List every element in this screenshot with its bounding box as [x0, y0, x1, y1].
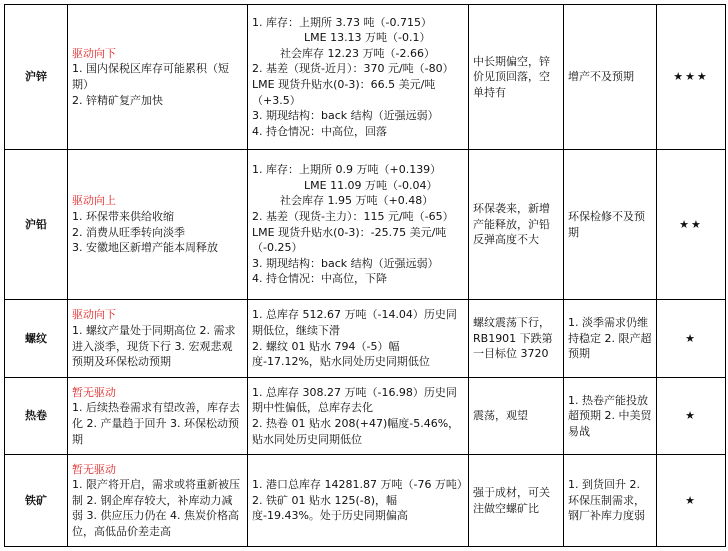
data-line: 1. 库存：上期所 3.73 吨（-0.715） — [252, 15, 432, 29]
data-line: 3. 期现结构：back 结构（近强远弱） — [252, 109, 439, 123]
data-line: 3. 期现结构：back 结构（近强远弱） — [252, 256, 439, 270]
data-cell — [248, 378, 469, 455]
data-line: 1. 港口总库存 14281.87 万吨（-76 万吨） — [252, 478, 468, 492]
data-line: LME 现货升贴水(0-3)：-25.75 美元/吨（-0.25） — [252, 225, 447, 255]
rating-stars: ★ — [657, 300, 726, 378]
data-line: 2. 热卷 01 贴水 208(+47)幅度-5.46%，贴水同处历史同期低位 — [252, 417, 460, 446]
driver-cell — [68, 5, 248, 150]
rating-stars: ★ — [657, 378, 726, 455]
driver-cell — [68, 378, 248, 455]
driver-cell — [68, 300, 248, 378]
commodity-name: 热卷 — [5, 378, 68, 455]
data-line: 1. 总库存 308.27 万吨（-16.98）历史同期中性偏低，总库存去化 — [252, 385, 457, 415]
data-line: 社会库存 12.23 万吨（-2.66） — [280, 46, 435, 60]
table-row — [5, 455, 726, 547]
data-line: LME 现货升贴水(0-3)：66.5 美元/吨（+3.5） — [252, 78, 436, 107]
driver-point: 1. 环保带来供给收缩 — [72, 209, 174, 223]
watch-cell: 1. 淡季需求仍维持稳定 2. 限产超预期 — [564, 300, 657, 378]
driver-point: 3. 安徽地区新增产能本周释放 — [72, 241, 218, 255]
driver-direction: 驱动向下 — [72, 46, 116, 60]
data-cell — [248, 455, 469, 547]
data-line: 2. 铁矿 01 贴水 125(-8)，幅度-19.43%。处于历史同期偏高 — [252, 493, 408, 523]
data-line: 2. 螺纹 01 贴水 794（-5）幅度-17.12%，贴水同处历史同期低位 — [252, 339, 430, 369]
view-cell: 中长期偏空，锌价见顶回落，空单持有 — [469, 5, 564, 150]
table-row — [5, 378, 726, 455]
table-row — [5, 150, 726, 300]
rating-stars: ★★ — [657, 150, 726, 300]
data-line: 2. 基差（现货-主力）：115 元/吨（-65） — [252, 209, 454, 223]
data-line: LME 11.09 万吨（-0.04） — [304, 178, 438, 192]
data-line: LME 13.13 万吨（-0.1） — [304, 31, 431, 45]
commodity-name: 螺纹 — [5, 300, 68, 378]
view-cell: 震荡，观望 — [469, 378, 564, 455]
watch-cell: 1. 热卷产能投放超预期 2. 中美贸易战 — [564, 378, 657, 455]
view-cell: 螺纹震荡下行，RB1901 下跌第一目标位 3720 — [469, 300, 564, 378]
rating-stars: ★★★ — [657, 5, 726, 150]
data-line: 社会库存 1.95 万吨（+0.48） — [280, 194, 434, 208]
commodity-strategy-table — [4, 4, 726, 547]
driver-direction: 暂无驱动 — [72, 385, 116, 399]
driver-cell — [68, 150, 248, 300]
table-row — [5, 5, 726, 150]
data-line: 1. 库存：上期所 0.9 万吨（+0.139） — [252, 163, 442, 177]
view-cell: 强于成材，可关注做空螺矿比 — [469, 455, 564, 547]
data-cell — [248, 300, 469, 378]
watch-cell: 1. 到货回升 2. 环保压制需求，钢厂补库力度弱 — [564, 455, 657, 547]
data-line: 4. 持仓情况：中高位，回落 — [252, 124, 387, 138]
data-cell — [248, 150, 469, 300]
commodity-name: 沪锌 — [5, 5, 68, 150]
data-cell — [248, 5, 469, 150]
driver-direction: 驱动向上 — [72, 194, 116, 208]
driver-cell — [68, 455, 248, 547]
driver-point: 1. 国内保税区库存可能累积（短期） — [72, 62, 229, 91]
driver-point: 1. 后续热卷需求有望改善，库存去化 2. 产量趋于回升 3. 环保松动预期 — [72, 401, 240, 446]
watch-cell: 增产不及预期 — [564, 5, 657, 150]
data-line: 1. 总库存 512.67 万吨（-14.04）历史同期低位，继续下滑 — [252, 308, 457, 337]
rating-stars: ★ — [657, 455, 726, 547]
data-line: 4. 持仓情况：中高位，下降 — [252, 272, 387, 286]
commodity-name: 铁矿 — [5, 455, 68, 547]
driver-direction: 驱动向下 — [72, 308, 116, 322]
table-row — [5, 300, 726, 378]
driver-point: 1. 螺纹产量处于同期高位 2. 需求进入淡季，现货下行 3. 宏观悲观预期及环保松动预期 — [72, 323, 236, 369]
view-cell: 环保袭来，新增产能释放，沪铅反弹高度不大 — [469, 150, 564, 300]
driver-point: 1. 限产将开启，需求或将重新被压制 2. 钢企库存较大，补库动力减弱 3. 供应压力仍在 4. 焦炭价格高位，高低品价差走高 — [72, 478, 240, 538]
driver-point: 2. 消费从旺季转向淡季 — [72, 225, 185, 239]
driver-direction: 暂无驱动 — [72, 462, 116, 476]
commodity-name: 沪铅 — [5, 150, 68, 300]
data-line: 2. 基差（现货-近月）：370 元/吨（-80） — [252, 62, 454, 76]
driver-point: 2. 锌精矿复产加快 — [72, 93, 163, 107]
watch-cell: 环保检修不及预期 — [564, 150, 657, 300]
